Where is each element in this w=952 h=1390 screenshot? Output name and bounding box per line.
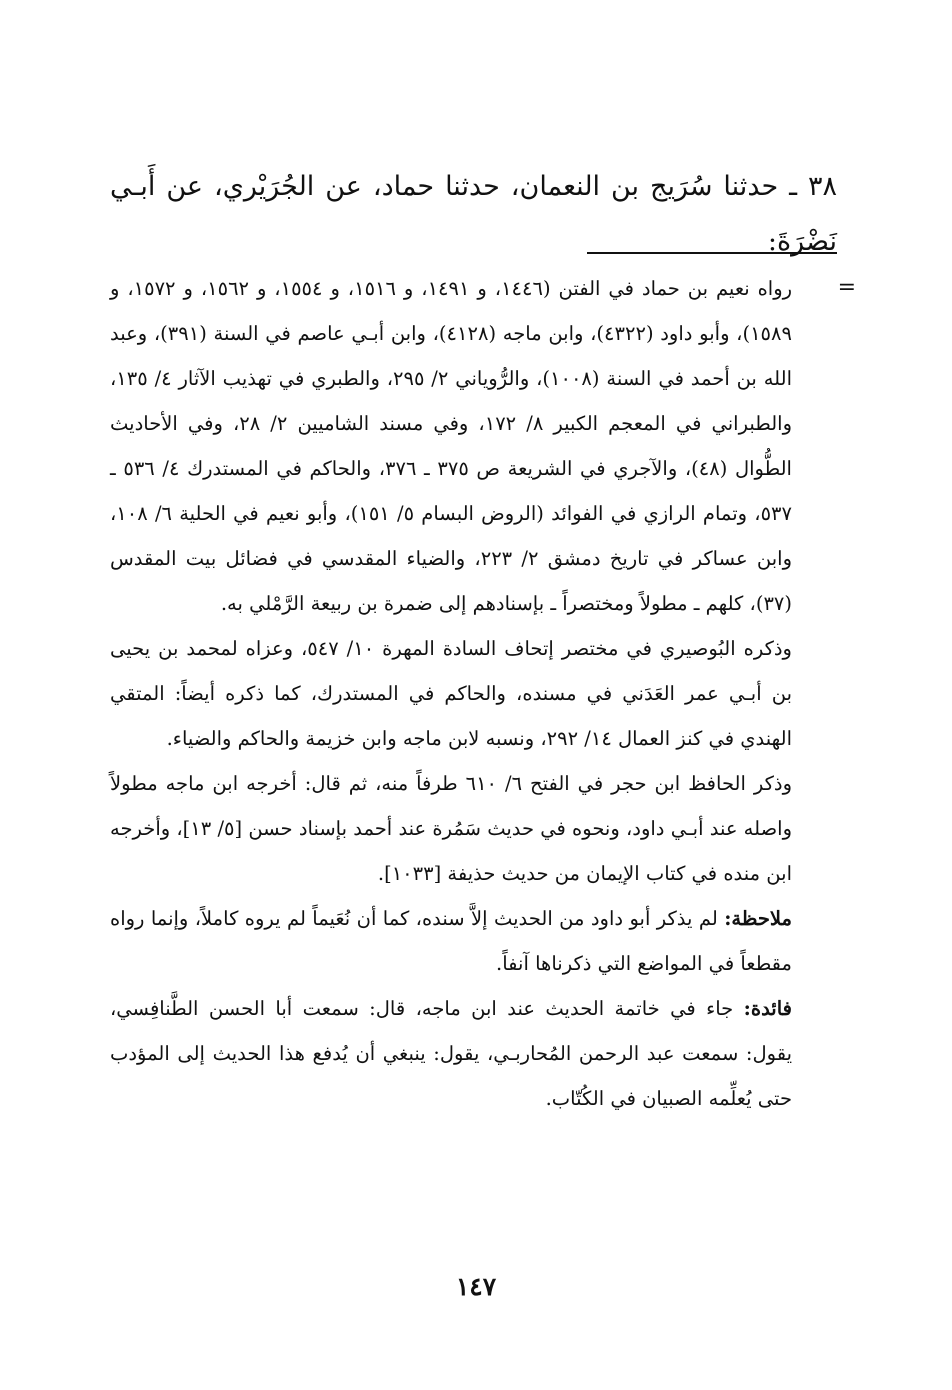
footnote-paragraph-ibn-hajar: [110, 761, 792, 896]
footnote-label: ملاحظة:: [724, 907, 792, 930]
footnote-paragraph-busiri: [110, 626, 792, 761]
footnote-divider: [587, 252, 837, 254]
footnote-text: جاء في خاتمة الحديث عند ابن ماجه، قال: سمعت أبا الحسن الطَّنافِسي، يقول: سمعت عبد الرحمن المُحاربـي، يقول: ينبغي أن يُدفع هذا الحديث إلى المؤدب حتى يُعلِّمه الصبيان في الكُتّاب.: [110, 997, 792, 1110]
footnote-continuation-mark: =: [837, 275, 856, 300]
footnotes-section: [110, 266, 792, 1121]
footnote-text: وذكره البُوصيري في مختصر إتحاف السادة المهرة ١٠/ ٥٤٧، وعزاه لمحمد بن يحيى بن أبـي عمر العَدَني في مسنده، والحاكم في المستدرك، كما ذكره أيضاً: المتقي الهندي في كنز العمال ١٤/ ٢٩٢، ونسبه لابن ماجه وابن خزيمة والحاكم والضياء.: [110, 637, 792, 750]
footnote-label: فائدة:: [743, 997, 792, 1020]
footnote-paragraph-sources: [110, 266, 792, 626]
footnote-text: لم يذكر أبو داود من الحديث إلاَّ سنده، كما أن نُعَيماً لم يروه كاملاً، وإنما رواه مقطعاً في المواضع التي ذكرناها آنفاً.: [110, 907, 792, 975]
footnote-text: رواه نعيم بن حماد في الفتن (١٤٤٦، و ١٤٩١، و ١٥١٦، و ١٥٥٤، و ١٥٦٢، و ١٥٧٢، و ١٥٨٩)، وأبو داود (٤٣٢٢)، وابن ماجه (٤١٢٨)، وابن أبـي عاصم في السنة (٣٩١)، وعبد الله بن أحمد في السنة (١٠٠٨)، والرُّوياني ٢/ ٢٩٥، والطبري في تهذيب الآثار ٤/ ١٣٥، والطبراني في المعجم الكبير ٨/ ١٧٢، وفي مسند الشاميين ٢/ ٢٨، وفي الأحاديث الطُّوال (٤٨)، والآجري في الشريعة ص ٣٧٥ ـ ٣٧٦، والحاكم في المستدرك ٤/ ٥٣٦ ـ ٥٣٧، وتمام الرازي في الفوائد (الروض البسام ٥/ ١٥١)، وأبو نعيم في الحلية ٦/ ١٠٨، وابن عساكر في تاريخ دمشق ٢/ ٢٢٣، والضياء المقدسي في فضائل بيت المقدس (٣٧)، كلهم ـ مطولاً ومختصراً ـ بإسنادهم إلى ضمرة بن ربيعة الرَّمْلي به.: [110, 277, 793, 615]
footnote-text: وذكر الحافظ ابن حجر في الفتح ٦/ ٦١٠ طرفاً منه، ثم قال: أخرجه ابن ماجه مطولاً واصله عند أبـي داود، ونحوه في حديث سَمُرة عند أحمد بإسناد حسن [٥/ ١٣]، وأخرجه ابن منده في كتاب الإيمان من حديث حذيفة [١٠٣٣].: [110, 772, 792, 885]
footnote-paragraph-benefit: [110, 986, 792, 1121]
footnote-paragraph-note: [110, 896, 792, 986]
page-number: ١٤٧: [455, 1272, 497, 1301]
hadith-isnad-text: ٣٨ ـ حدثنا سُرَيج بن النعمان، حدثنا حماد، عن الجُرَيْري، عن أَبـي نَضْرَةَ:: [110, 171, 837, 257]
